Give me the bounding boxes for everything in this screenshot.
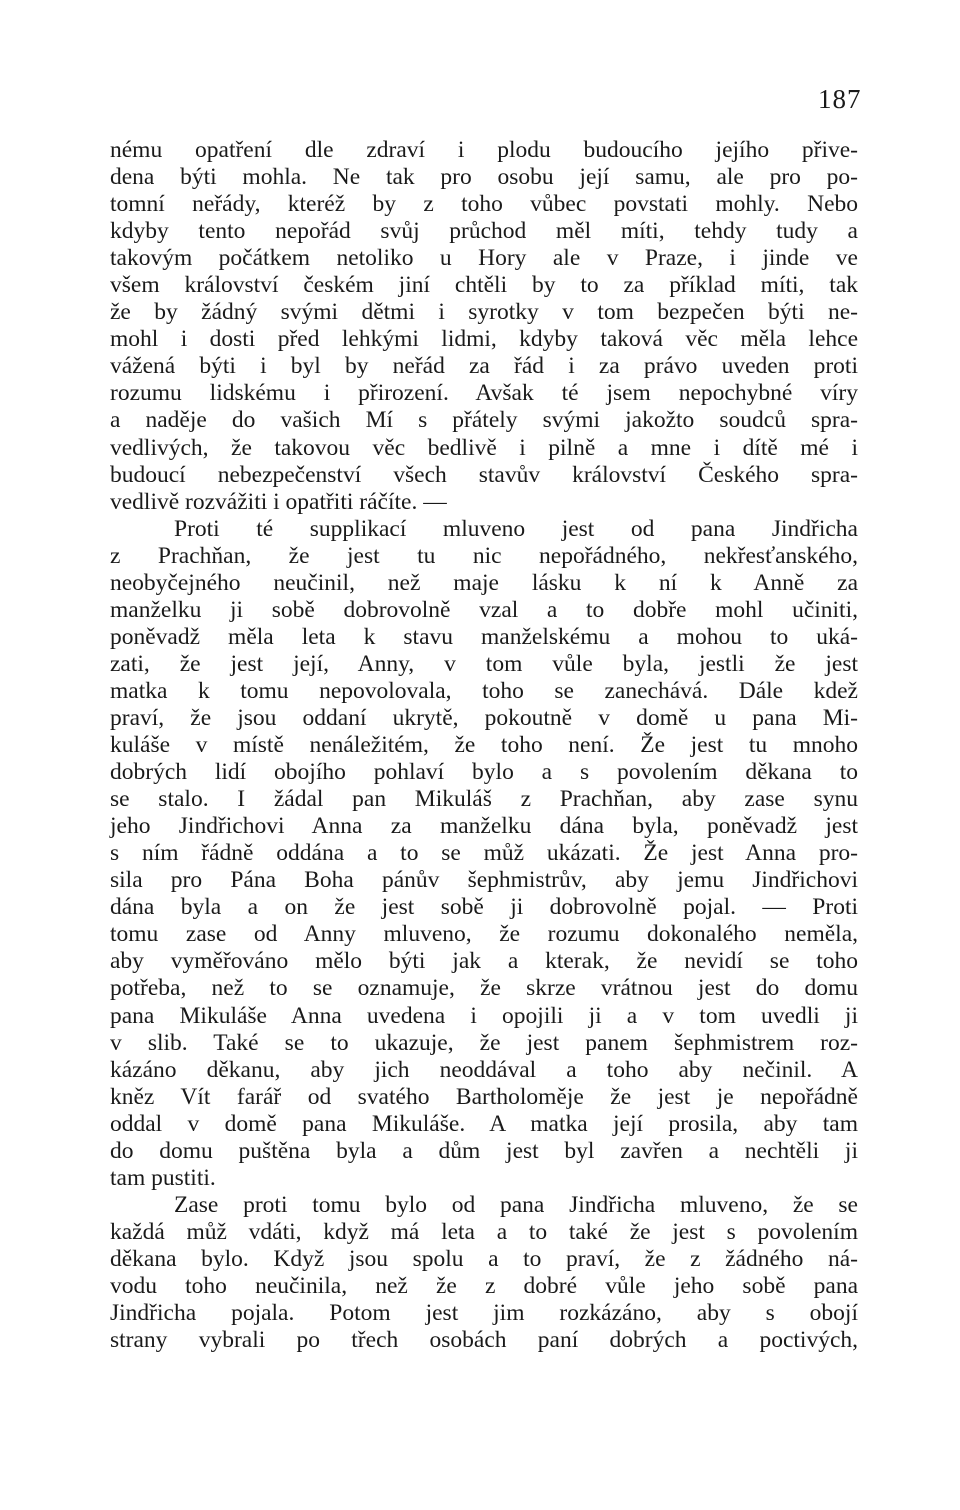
- text-line: poněvadž měla leta k stavu manželskému a mohou to uká-: [110, 623, 858, 650]
- text-line: Proti té supplikací mluveno jest od pana Jindřicha: [174, 515, 858, 542]
- text-line: vodu toho neučinila, než že z dobré vůle jeho sobě pana: [110, 1272, 858, 1299]
- text-line: každá můž vdáti, když má leta a to také že jest s povolením: [110, 1218, 858, 1245]
- body-text: [110, 137, 858, 1354]
- text-line: vedlivě rozvážiti i opatřiti ráčíte. —: [110, 488, 447, 515]
- text-line: vedlivých, že takovou věc bedlivě i pilně a mne i dítě mé i: [110, 434, 858, 461]
- text-line: vážená býti i byl by neřád za řád i za právo uveden proti: [110, 353, 858, 380]
- text-line: kázáno děkanu, aby jich neoddával a toho aby nečinil. A: [110, 1056, 858, 1083]
- text-line: s ním řádně oddána a to se můž ukázati. Že jest Anna pro-: [110, 840, 858, 867]
- text-line: tomu zase od Anny mluveno, že rozumu dokonalého neměla,: [110, 921, 858, 948]
- text-line: takovým počátkem netoliko u Hory ale v Praze, i jinde ve: [110, 245, 858, 272]
- text-line: rozumu lidskému i přirození. Avšak té jsem nepochybné víry: [110, 380, 858, 407]
- text-line: strany vybrali po třech osobách paní dobrých a poctivých,: [110, 1327, 858, 1354]
- text-line: manželku ji sobě dobrovolně vzal a to dobře mohl učiniti,: [110, 596, 858, 623]
- text-line: všem království českém jiní chtěli by to za příklad míti, tak: [110, 272, 858, 299]
- text-line: tam pustiti.: [110, 1164, 216, 1191]
- text-line: a naděje do vašich Mí s přátely svými jakožto soudců spra-: [110, 407, 858, 434]
- text-line: tomní neřády, kteréž by z toho vůbec povstati mohly. Nebo: [110, 191, 858, 218]
- text-line: Zase proti tomu bylo od pana Jindřicha mluveno, že se: [174, 1191, 858, 1218]
- text-line: nému opatření dle zdraví i plodu budoucího jejího přive-: [110, 137, 858, 163]
- text-line: jeho Jindřichovi Anna za manželku dána byla, poněvadž jest: [110, 813, 858, 840]
- text-line: aby vyměřováno mělo býti jak a kterak, že nevidí se toho: [110, 948, 858, 975]
- text-line: že by žádný svými dětmi i syrotky v tom bezpečen býti ne-: [110, 299, 858, 326]
- text-line: budoucí nebezpečenství všech stavův království Českého spra-: [110, 461, 858, 488]
- text-line: do domu puštěna byla a dům jest byl zavřen a nechtěli ji: [110, 1137, 858, 1164]
- text-line: zati, že jest její, Anny, v tom vůle byla, jestli že jest: [110, 650, 858, 677]
- text-line: se stalo. I žádal pan Mikuláš z Prachňan, aby zase synu: [110, 786, 858, 813]
- text-line: dána byla a on že jest sobě ji dobrovolně pojal. — Proti: [110, 894, 858, 921]
- text-line: matka k tomu nepovolovala, toho se zanechává. Dále kdež: [110, 677, 858, 704]
- text-line: sila pro Pána Boha pánův šephmistrův, aby jemu Jindřichovi: [110, 867, 858, 894]
- text-line: kdyby tento nepořád svůj průchod měl míti, tehdy tudy a: [110, 218, 858, 245]
- text-line: pana Mikuláše Anna uvedena i opojili ji a v tom uvedli ji: [110, 1002, 858, 1029]
- text-line: dena býti mohla. Ne tak pro osobu její samu, ale pro po-: [110, 164, 858, 191]
- page-number: 187: [818, 84, 862, 114]
- text-line: Jindřicha pojala. Potom jest jim rozkázáno, aby s obojí: [110, 1300, 858, 1327]
- text-line: kuláše v místě nenáležitém, že toho není. Že jest tu mnoho: [110, 732, 858, 759]
- text-line: potřeba, než to se oznamuje, že skrze vrátnou jest do domu: [110, 975, 858, 1002]
- text-line: z Prachňan, že jest tu nic nepořádného, nekřesťanského,: [110, 542, 858, 569]
- text-line: děkana bylo. Když jsou spolu a to praví, že z žádného ná-: [110, 1245, 858, 1272]
- text-line: v slib. Také se to ukazuje, že jest panem šephmistrem roz-: [110, 1029, 858, 1056]
- text-line: praví, že jsou oddaní ukrytě, pokoutně v domě u pana Mi-: [110, 704, 858, 731]
- text-line: dobrých lidí obojího pohlaví bylo a s povolením děkana to: [110, 759, 858, 786]
- text-line: neobyčejného neučinil, než maje lásku k ní k Anně za: [110, 569, 858, 596]
- text-line: oddal v domě pana Mikuláše. A matka její prosila, aby tam: [110, 1110, 858, 1137]
- text-line: mohl i dosti před lehkými lidmi, kdyby taková věc měla lehce: [110, 326, 858, 353]
- text-line: kněz Vít farář od svatého Bartholoměje že jest je nepořádně: [110, 1083, 858, 1110]
